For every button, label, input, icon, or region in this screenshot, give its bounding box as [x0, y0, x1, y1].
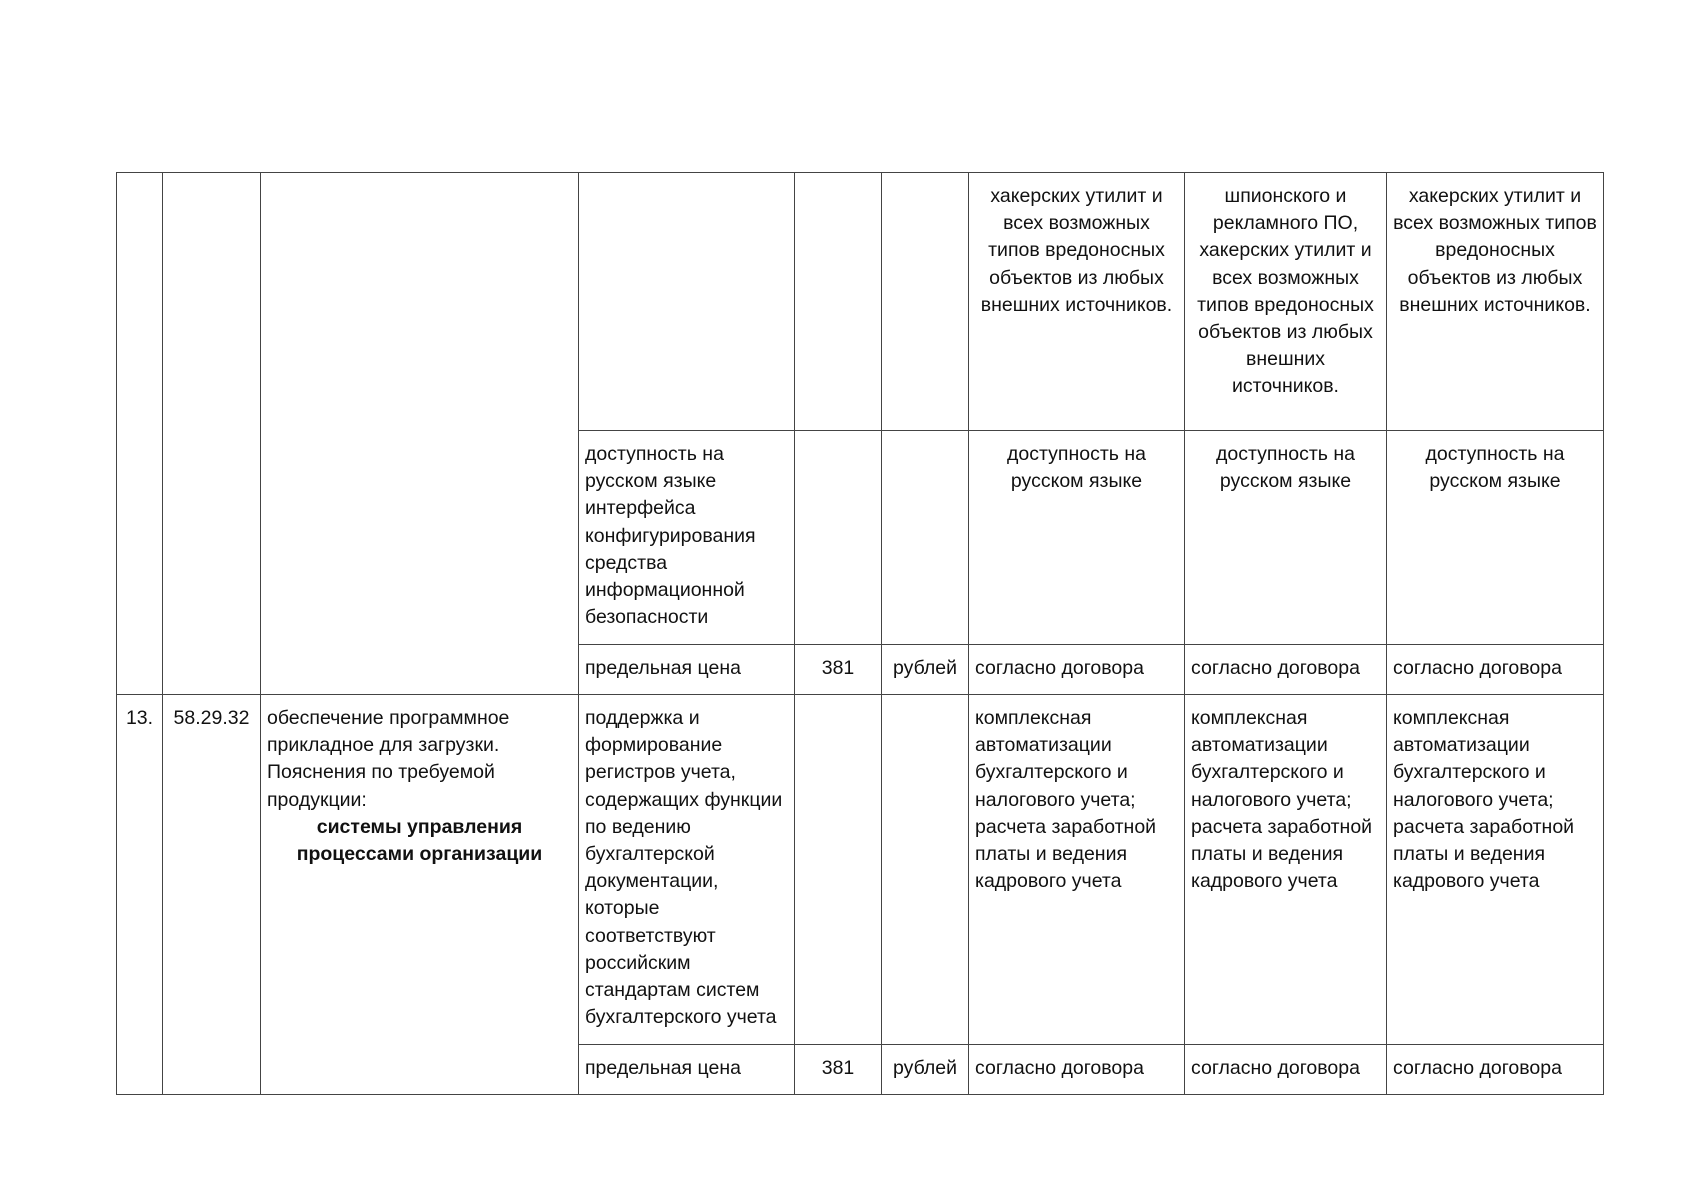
- value-cell-1: согласно договора: [969, 1045, 1185, 1095]
- unit-code-cell: [795, 173, 882, 431]
- value-cell-2: согласно договора: [1185, 1045, 1387, 1095]
- characteristic-cell: предельная цена: [579, 645, 795, 695]
- name-cell: [261, 173, 579, 695]
- value-cell-2: шпионского и рекламного ПО, хакерских утилит и всех возможных типов вредоносных объектов из любых внешних источников.: [1185, 173, 1387, 431]
- value-cell-1: хакерских утилит и всех возможных типов вредоносных объектов из любых внешних источников.: [969, 173, 1185, 431]
- number-cell: 13.: [117, 695, 163, 1095]
- characteristic-cell: предельная цена: [579, 1045, 795, 1095]
- characteristic-cell: поддержка и формирование регистров учета, содержащих функции по ведению бухгалтерской документации, которые соответствуют российским стандартам систем бухгалтерского учета: [579, 695, 795, 1045]
- value-cell-3: хакерских утилит и всех возможных типов вредоносных объектов из любых внешних источников.: [1387, 173, 1604, 431]
- value-cell-2: комплексная автоматизации бухгалтерского и налогового учета; расчета заработной платы и ведения кадрового учета: [1185, 695, 1387, 1045]
- table-row: [117, 173, 1604, 431]
- value-cell-2: согласно договора: [1185, 645, 1387, 695]
- unit-name-cell: [882, 431, 969, 645]
- value-cell-1: комплексная автоматизации бухгалтерского и налогового учета; расчета заработной платы и ведения кадрового учета: [969, 695, 1185, 1045]
- okpd-cell: [163, 173, 261, 695]
- okpd-cell: 58.29.32: [163, 695, 261, 1095]
- characteristic-cell: [579, 173, 795, 431]
- value-cell-3: согласно договора: [1387, 1045, 1604, 1095]
- unit-name-cell: [882, 173, 969, 431]
- unit-name-cell: рублей: [882, 1045, 969, 1095]
- table-row: [117, 695, 1604, 1045]
- value-cell-3: согласно договора: [1387, 645, 1604, 695]
- name-cell: [261, 695, 579, 1095]
- value-cell-1: доступность на русском языке: [969, 431, 1185, 645]
- unit-code-cell: 381: [795, 1045, 882, 1095]
- number-cell: [117, 173, 163, 695]
- value-cell-1: согласно договора: [969, 645, 1185, 695]
- product-category: системы управления процессами организации: [296, 815, 543, 866]
- unit-code-cell: 381: [795, 645, 882, 695]
- product-name: обеспечение программное прикладное для загрузки. Пояснения по требуемой продукции:: [267, 707, 510, 811]
- requirements-table: [116, 172, 1604, 1095]
- unit-name-cell: рублей: [882, 645, 969, 695]
- value-cell-2: доступность на русском языке: [1185, 431, 1387, 645]
- characteristic-cell: доступность на русском языке интерфейса конфигурирования средства информационной безопасности: [579, 431, 795, 645]
- value-cell-3: комплексная автоматизации бухгалтерского и налогового учета; расчета заработной платы и ведения кадрового учета: [1387, 695, 1604, 1045]
- value-cell-3: доступность на русском языке: [1387, 431, 1604, 645]
- unit-code-cell: [795, 431, 882, 645]
- unit-code-cell: [795, 695, 882, 1045]
- unit-name-cell: [882, 695, 969, 1045]
